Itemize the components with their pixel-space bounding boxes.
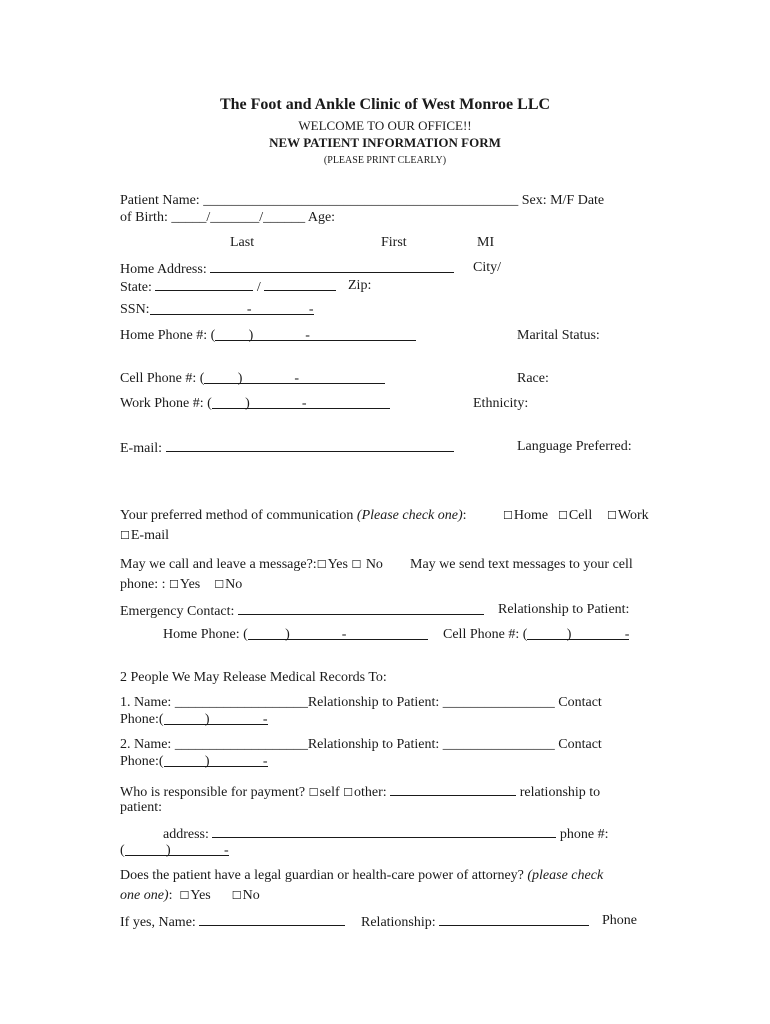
payment-patient-label: patient: (120, 800, 162, 815)
communication-question: Your preferred method of communication (120, 508, 357, 523)
home-address-row (120, 259, 454, 279)
comm-option-cell[interactable]: ☐Cell (558, 508, 593, 523)
release-name-field[interactable]: ___________________ (174, 737, 308, 752)
payment-row (120, 782, 600, 802)
ssn-row (120, 301, 314, 319)
race-label: Race: (517, 371, 549, 386)
emergency-cell-number[interactable]: - (571, 626, 629, 640)
work-phone-row (120, 395, 390, 413)
sex-label: Sex: M/F Date (518, 193, 605, 208)
comm-option-email[interactable]: ☐E-mail (120, 528, 169, 543)
call-yes-option[interactable]: ☐Yes (316, 557, 348, 572)
cell-phone-row (120, 370, 385, 388)
emergency-relationship-label: Relationship to Patient: (498, 602, 630, 617)
call-message-row (120, 556, 383, 574)
checkbox-icon: ☐ (558, 509, 568, 522)
checkbox-icon: ☐ (169, 578, 179, 591)
guardian-yes-option[interactable]: ☐Yes (179, 888, 211, 903)
checkbox-icon: ☐ (231, 889, 242, 902)
release-phone-area[interactable]: ) (164, 711, 210, 725)
communication-hint: (Please check one) (356, 508, 463, 523)
patient-name-row (120, 192, 604, 210)
ssn-field-2[interactable]: - (252, 301, 314, 315)
age-label: Age: (305, 210, 336, 225)
guardian-name-row (120, 912, 345, 932)
emergency-phone-row (163, 626, 428, 644)
emergency-contact-field[interactable] (238, 601, 484, 615)
release-relationship-field[interactable]: ________________ (442, 737, 555, 752)
cell-phone-area[interactable]: ) (204, 370, 242, 384)
payment-address-row (163, 824, 609, 844)
release-person-1 (120, 694, 602, 712)
checkbox-icon: ☐ (503, 509, 513, 522)
payment-address-label: address: (163, 827, 213, 842)
cell-phone-label: Cell Phone #: ( (120, 371, 205, 386)
guardian-phone-label: Phone (602, 913, 637, 928)
call-no-option[interactable]: ☐ No (351, 557, 383, 572)
patient-name-label: Patient Name: (120, 193, 204, 208)
payment-phone-number[interactable]: - (171, 842, 229, 856)
guardian-question: Does the patient have a legal guardian or health-care power of attorney? (120, 868, 528, 883)
city-label: City/ (473, 260, 502, 275)
work-phone-label: Work Phone #: ( (120, 396, 212, 411)
dob-row (120, 209, 335, 227)
checkbox-icon: ☐ (214, 578, 225, 591)
payment-question: Who is responsible for payment? (120, 785, 309, 800)
print-note: (PLEASE PRINT CLEARLY) (323, 155, 447, 166)
welcome-text: WELCOME TO OUR OFFICE!! (298, 118, 472, 133)
ssn-label: SSN: (120, 302, 150, 317)
home-address-label: Home Address: (120, 262, 211, 277)
language-label: Language Preferred: (517, 439, 632, 454)
home-address-field[interactable] (210, 259, 454, 273)
home-phone-row (120, 327, 416, 345)
checkbox-icon: ☐ (316, 558, 327, 571)
state-slash: / (253, 280, 265, 295)
emergency-contact-row (120, 601, 484, 621)
guardian-options-row: one one): ☐Yes ☐No (120, 888, 260, 903)
text-message-question: May we send text messages to your cell (410, 557, 633, 572)
email-row (120, 438, 454, 458)
emergency-cell-area[interactable]: ) (527, 626, 571, 640)
release-title: 2 People We May Release Medical Records To: (120, 670, 387, 685)
state-label: State: (120, 280, 156, 295)
guardian-hint: (please check (527, 868, 604, 883)
text-no-option[interactable]: ☐No (214, 577, 243, 592)
release-relationship-field[interactable]: ________________ (442, 695, 555, 710)
ssn-field-1[interactable]: - (150, 301, 252, 315)
communication-row: Your preferred method of communication (Please check one): (120, 508, 467, 523)
cell-phone-number[interactable]: - (242, 370, 385, 384)
release-contact-label: Contact (554, 737, 602, 752)
release-name-field[interactable]: ___________________ (174, 695, 308, 710)
guardian-relationship-field[interactable] (439, 912, 589, 926)
release-relationship-label: Relationship to Patient: (307, 737, 443, 752)
emergency-home-area[interactable]: ) (248, 626, 290, 640)
marital-status-label: Marital Status: (517, 328, 600, 343)
guardian-no-option[interactable]: ☐No (231, 888, 260, 903)
clinic-name: The Foot and Ankle Clinic of West Monroe LLC (219, 96, 551, 113)
state-zip-row (120, 277, 336, 297)
emergency-cell-row (443, 626, 629, 644)
release-relationship-label: Relationship to Patient: (307, 695, 443, 710)
email-field[interactable] (166, 438, 454, 452)
text-yes-option[interactable]: ☐Yes (169, 577, 201, 592)
zip-label: Zip: (348, 278, 372, 293)
guardian-relationship-row (361, 912, 589, 932)
state-field[interactable] (155, 277, 253, 291)
guardian-hint-2: one one) (120, 888, 169, 903)
comm-option-work[interactable]: ☐Work (607, 508, 649, 523)
payment-other-field[interactable] (390, 782, 516, 796)
checkbox-icon: ☐ (120, 529, 130, 542)
release-phone-label: Phone:( (120, 712, 164, 727)
dob-label: of Birth: (120, 210, 172, 225)
emergency-contact-label: Emergency Contact: (120, 604, 238, 619)
patient-name-field[interactable]: _____________________________________________ (203, 193, 519, 208)
call-message-question: May we call and leave a message?: (120, 557, 317, 572)
work-phone-number[interactable]: - (250, 395, 390, 409)
release-name-label: 2. Name: (120, 737, 175, 752)
email-label: E-mail: (120, 441, 166, 456)
ethnicity-label: Ethnicity: (473, 396, 529, 411)
guardian-relationship-label: Relationship: (361, 915, 440, 930)
payment-phone-area[interactable]: ) (125, 842, 171, 856)
checkbox-icon: ☐ (343, 786, 354, 799)
middle-initial-caption: MI (477, 235, 495, 250)
checkbox-icon: ☐ (308, 786, 319, 799)
release-name-label: 1. Name: (120, 695, 175, 710)
payment-other-option[interactable]: ☐other: (343, 785, 391, 800)
release-phone-number[interactable]: - (210, 753, 268, 767)
home-phone-area[interactable]: ) (215, 327, 253, 341)
guardian-name-field[interactable] (199, 912, 345, 926)
release-phone-1 (120, 711, 268, 729)
emergency-home-phone-label: Home Phone: ( (163, 627, 248, 642)
release-phone-label: Phone:( (120, 754, 164, 769)
payment-relationship-label: relationship to (516, 785, 601, 800)
emergency-home-number[interactable]: - (290, 626, 428, 640)
release-person-2 (120, 736, 602, 754)
home-phone-label: Home Phone #: ( (120, 328, 216, 343)
payment-address-field[interactable] (212, 824, 556, 838)
guardian-name-label: If yes, Name: (120, 915, 200, 930)
release-phone-2 (120, 753, 268, 771)
release-phone-number[interactable]: - (210, 711, 268, 725)
dob-field[interactable]: _____/_______/______ (171, 210, 306, 225)
emergency-cell-phone-label: Cell Phone #: ( (443, 627, 528, 642)
payment-self-option[interactable]: ☐self (308, 785, 344, 800)
guardian-row (120, 867, 603, 885)
first-name-caption: First (381, 235, 407, 250)
release-contact-label: Contact (554, 695, 602, 710)
payment-phone-row: ( ) - (120, 843, 229, 858)
city-state-field[interactable] (264, 277, 336, 291)
home-phone-number[interactable]: - (253, 327, 416, 341)
work-phone-area[interactable]: ) (212, 395, 250, 409)
comm-option-home[interactable]: ☐Home (503, 508, 549, 523)
text-message-row (120, 576, 242, 594)
text-phone-label: phone: : (120, 577, 169, 592)
checkbox-icon: ☐ (179, 889, 190, 902)
payment-phone-label: phone #: (556, 827, 609, 842)
checkbox-icon: ☐ (607, 509, 617, 522)
last-name-caption: Last (230, 235, 255, 250)
release-phone-area[interactable]: ) (164, 753, 210, 767)
checkbox-icon: ☐ (351, 558, 362, 571)
form-title: NEW PATIENT INFORMATION FORM (269, 135, 501, 150)
